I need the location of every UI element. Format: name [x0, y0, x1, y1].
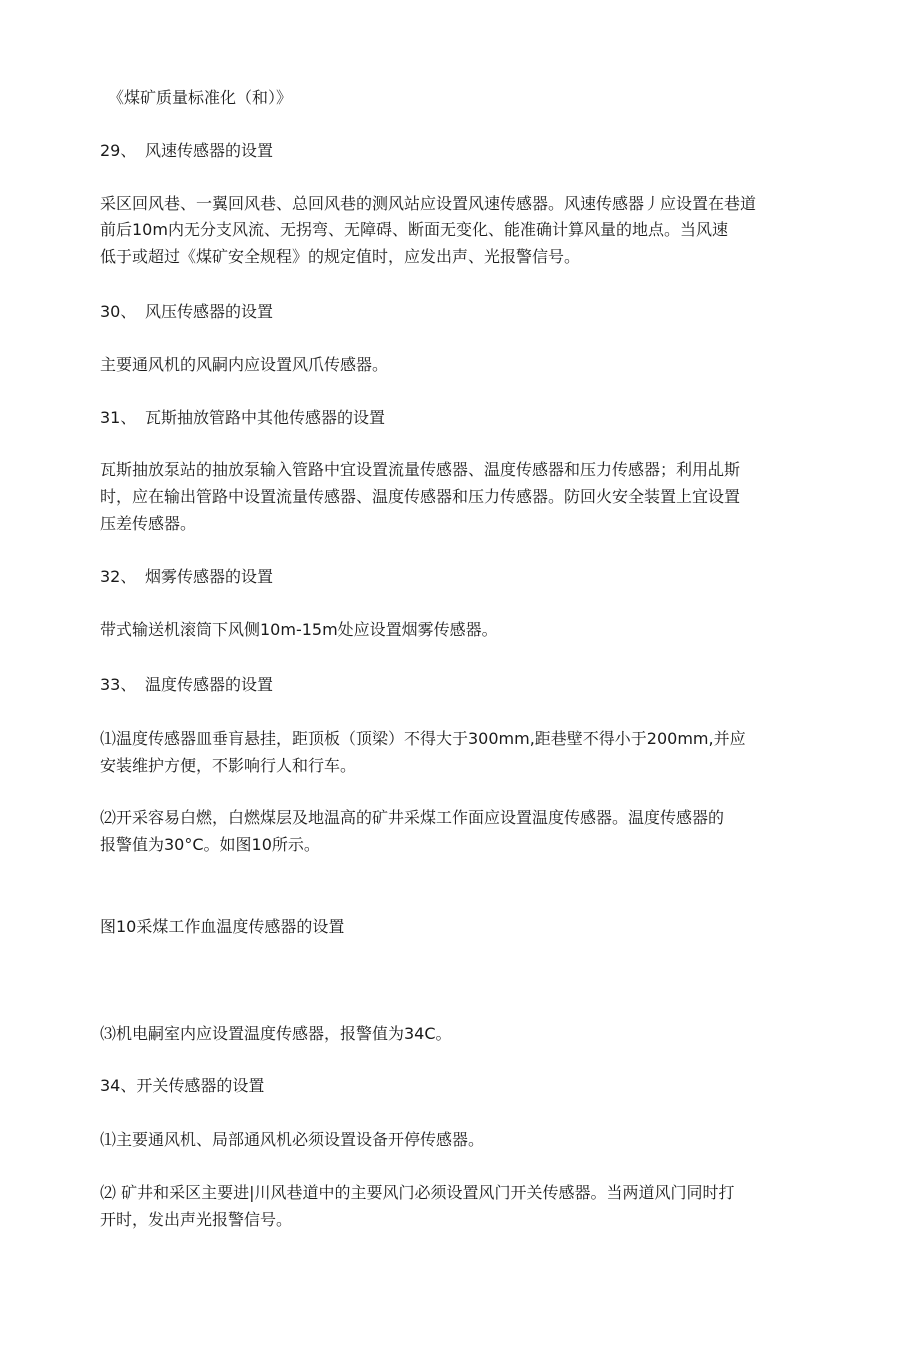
section-34-heading: 34、开关传感器的设置 — [100, 1076, 265, 1095]
section-29-heading — [100, 141, 273, 161]
section-number: 33、 — [100, 675, 137, 694]
section-title: 温度传感器的设置 — [145, 675, 274, 694]
paragraph-line: 开时，发出声光报警信号。 — [100, 1210, 293, 1229]
section-title: 风压传感器的设置 — [145, 302, 274, 321]
document-title: 《煤矿质量标准化（和）》 — [108, 88, 293, 107]
paragraph-line: ⑶机电嗣室内应设置温度传感器，报警值为34C。 — [100, 1024, 452, 1043]
paragraph-line: 采区回风巷、一翼回风巷、总回风巷的测风站应设置风速传感器。风速传感器丿应设置在巷道 — [100, 194, 757, 213]
section-33-heading — [100, 675, 273, 695]
paragraph-line: ⑴温度传感器皿垂肓悬挂，距顶板（顶梁）不得大于300mm,距巷壁不得小于200mm,并应 — [100, 729, 746, 748]
paragraph-line: 主要通风机的风嗣内应设置风爪传感器。 — [100, 355, 389, 374]
section-31-heading — [100, 408, 385, 428]
section-title: 瓦斯抽放管路中其他传感器的设置 — [145, 408, 386, 427]
section-number: 31、 — [100, 408, 137, 427]
section-title: 风速传感器的设置 — [145, 141, 274, 160]
paragraph-line: 安装维护方便，不影响行人和行车。 — [100, 756, 357, 775]
section-number: 29、 — [100, 141, 137, 160]
paragraph-line: 瓦斯抽放泵站的抽放泵输入管路中宜设置流量传感器、温度传感器和压力传感器；利用乩斯 — [100, 460, 741, 479]
section-32-heading — [100, 567, 273, 587]
paragraph-line: ⑵ 矿井和采区主要进|川风巷道中的主要风门必须设置风门开关传感器。当两道风门同时打 — [100, 1183, 735, 1202]
section-number: 30、 — [100, 302, 137, 321]
paragraph-line: 低于或超过《煤矿安全规程》的规定值时，应发出声、光报警信号。 — [100, 247, 581, 266]
section-title: 烟雾传感器的设置 — [145, 567, 274, 586]
paragraph-line: 报警值为30°C。如图10所示。 — [100, 835, 320, 854]
section-30-heading — [100, 302, 273, 322]
paragraph-line: ⑴主要通风机、局部通风机必须设置设备开停传感器。 — [100, 1130, 485, 1149]
section-number: 32、 — [100, 567, 137, 586]
paragraph-line: 时，应在输出管路中设置流量传感器、温度传感器和压力传感器。防回火安全装置上宜设置 — [100, 487, 741, 506]
figure-caption: 图10采煤工作血温度传感器的设置 — [100, 917, 345, 936]
paragraph-line: 压差传感器。 — [100, 514, 197, 533]
paragraph-line: 带式输送机滚筒下风侧10m-15m处应设置烟雾传感器。 — [100, 620, 498, 639]
paragraph-line: 前后10m内无分支风流、无拐弯、无障碍、断面无变化、能准确计算风量的地点。当风速 — [100, 220, 728, 239]
paragraph-line: ⑵开采容易白燃，白燃煤层及地温高的矿井采煤工作面应设置温度传感器。温度传感器的 — [100, 808, 725, 827]
